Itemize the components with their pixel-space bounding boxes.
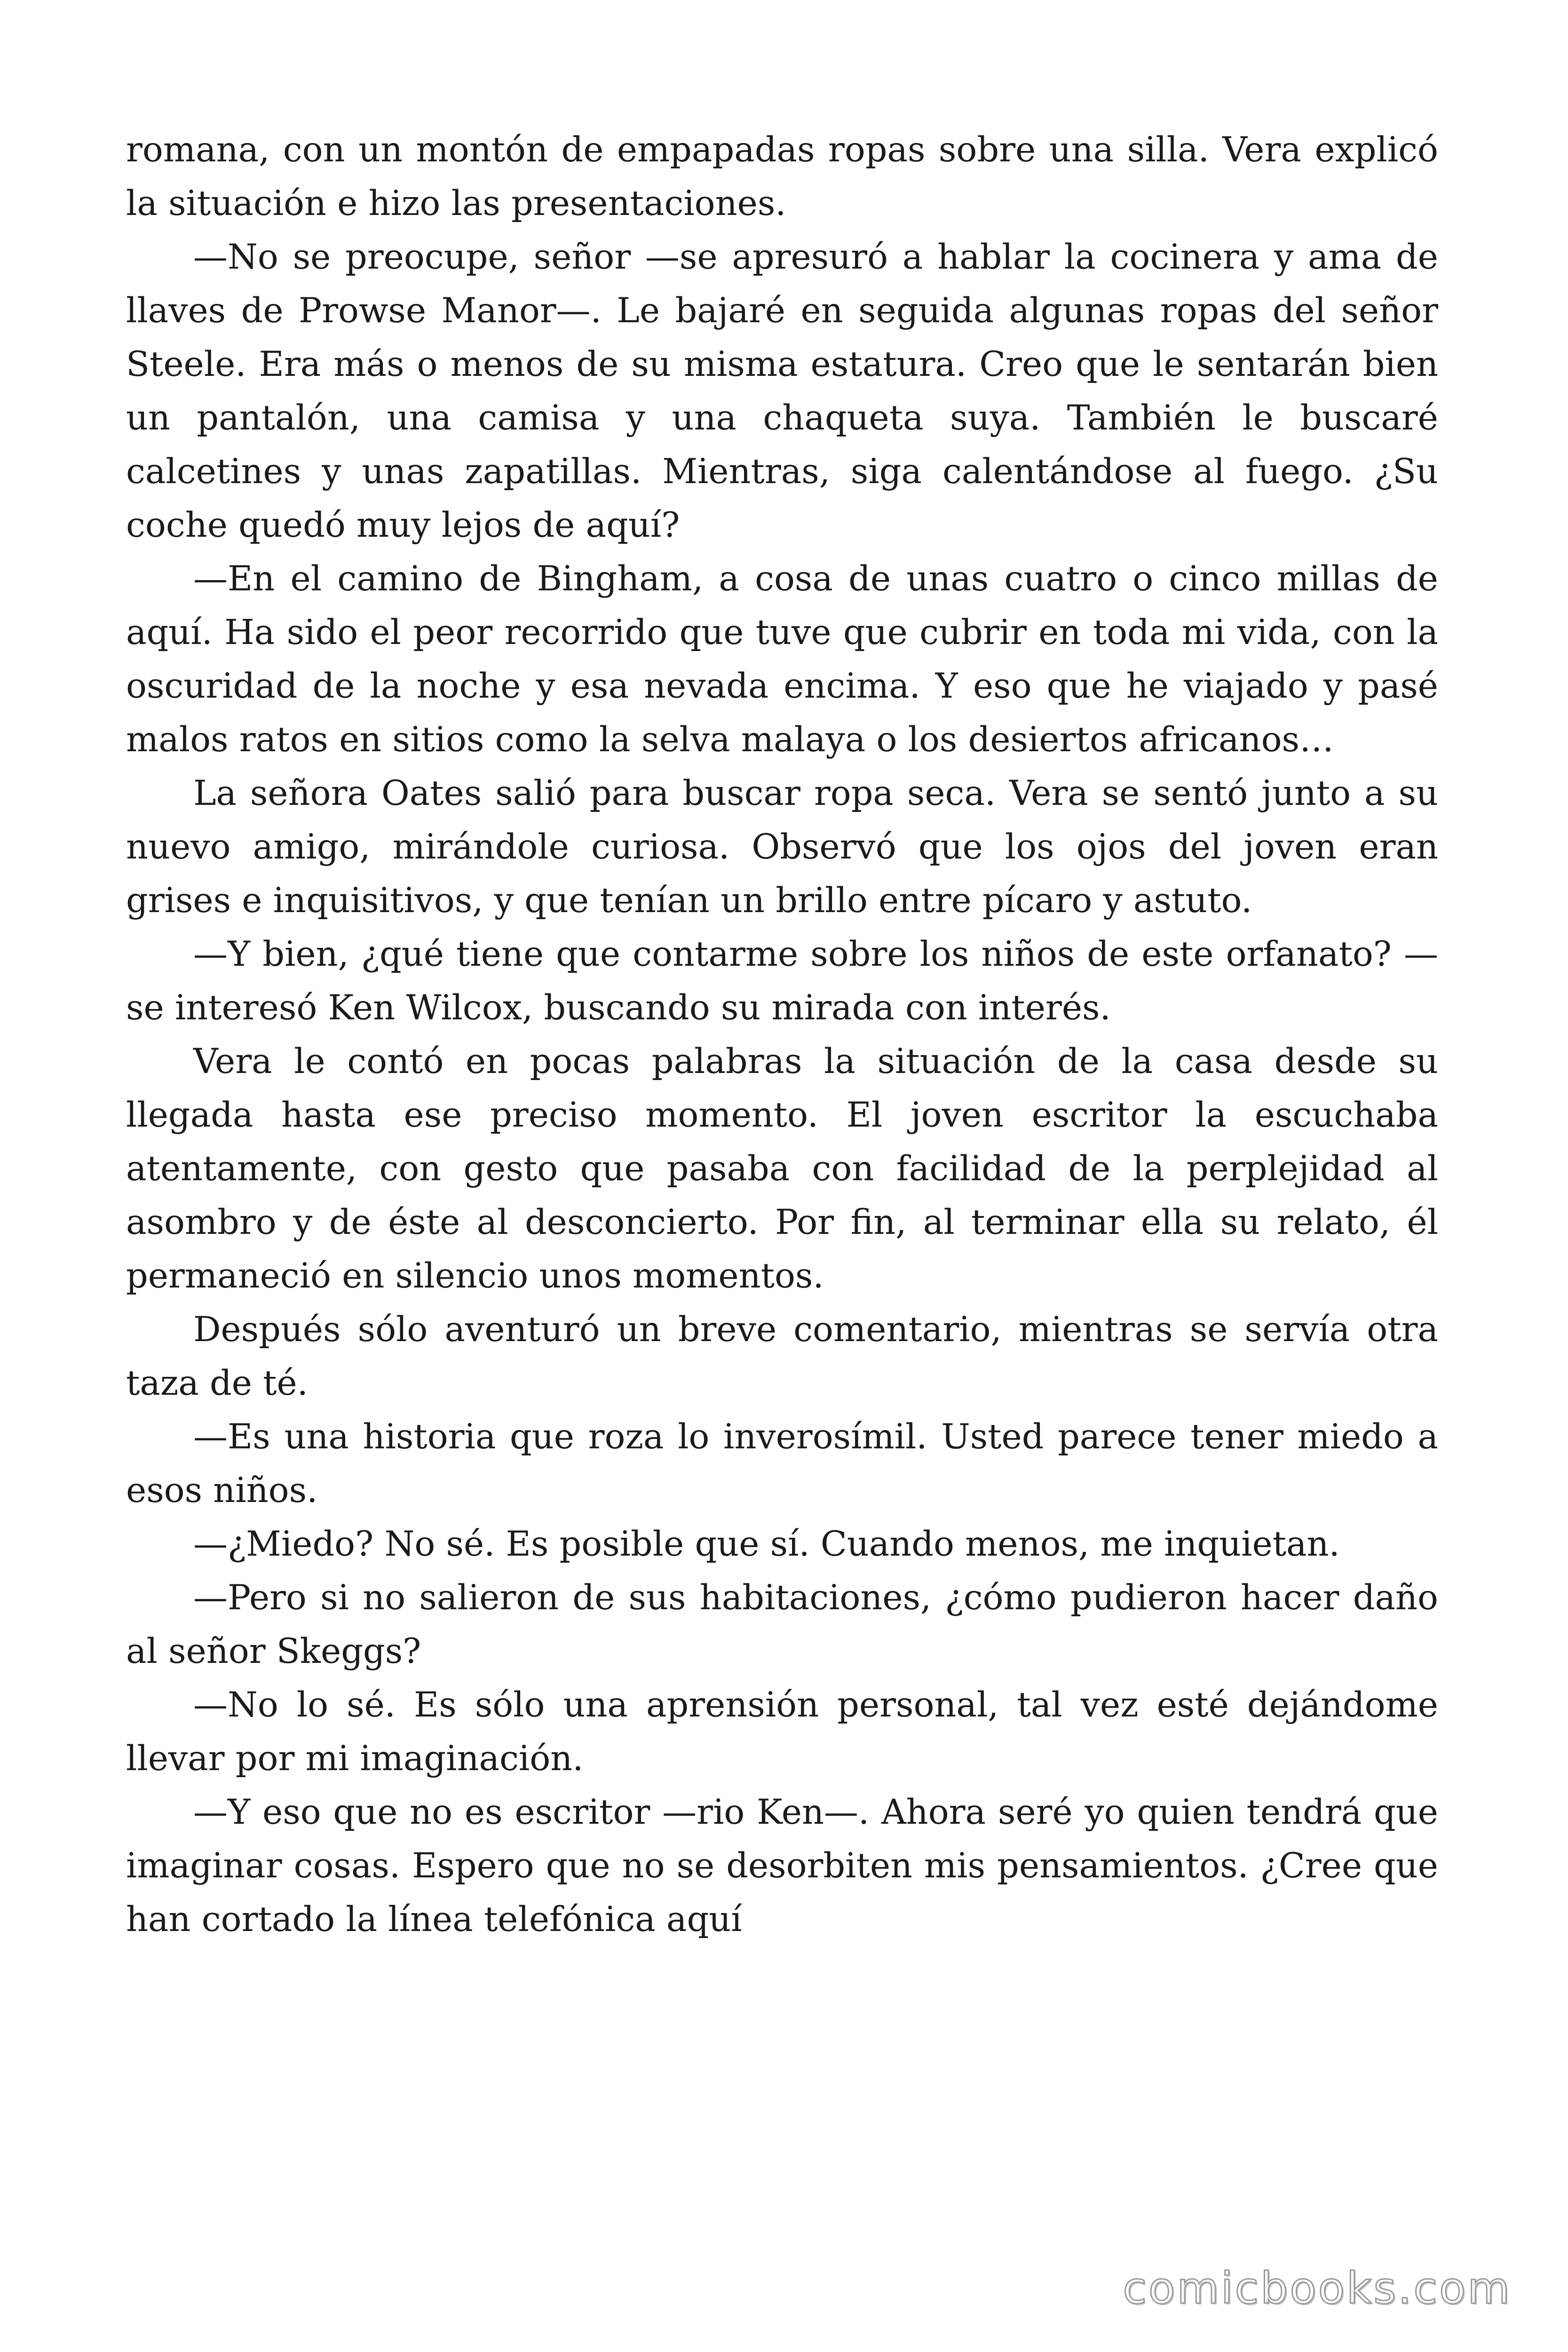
paragraph: —En el camino de Bingham, a cosa de unas cuatro o cinco millas de aquí. Ha sido el peor recorrido que tuve que cubrir en toda mi vida, con la oscuridad de la noche y esa nevada encima. Y eso que he viajado y pasé malos ratos en sitios como la selva malaya o los desiertos africanos… xyxy=(126,559,1438,760)
paragraph: La señora Oates salió para buscar ropa seca. Vera se sentó junto a su nuevo amigo, mirándole curiosa. Observó que los ojos del joven eran grises e inquisitivos, y que tenían un brillo entre pícaro y astuto. xyxy=(126,773,1438,921)
paragraph: —No lo sé. Es sólo una aprensión personal, tal vez esté dejándome llevar por mi imaginación. xyxy=(126,1685,1438,1779)
paragraph: —No se preocupe, señor —se apresuró a hablar la cocinera y ama de llaves de Prowse Manor—. Le bajaré en seguida algunas ropas del señor Steele. Era más o menos de su misma estatura. Creo que le sentarán bien un pantalón, una camisa y una chaqueta suya. También le buscaré calcetines y unas zapatillas. Mientras, siga calentándose al fuego. ¿Su coche quedó muy lejos de aquí? xyxy=(126,237,1438,545)
paragraph: —Y bien, ¿qué tiene que contarme sobre los niños de este orfanato? —se interesó Ken Wilcox, buscando su mirada con interés. xyxy=(126,934,1438,1028)
paragraph: —¿Miedo? No sé. Es posible que sí. Cuando menos, me inquietan. xyxy=(193,1524,1340,1564)
page-text xyxy=(126,123,1438,1947)
paragraph: —Pero si no salieron de sus habitaciones, ¿cómo pudieron hacer daño al señor Skeggs? xyxy=(126,1578,1438,1671)
paragraph: —Es una historia que roza lo inverosímil. Usted parece tener miedo a esos niños. xyxy=(126,1417,1438,1510)
watermark: comicbooks.com xyxy=(1123,2263,1512,2313)
paragraph: —Y eso que no es escritor —rio Ken—. Ahora seré yo quien tendrá que imaginar cosas. Espero que no se desorbiten mis pensamientos. ¿Cree que han cortado la línea telefónica aquí xyxy=(126,1792,1438,1939)
paragraph: Después sólo aventuró un breve comentario, mientras se servía otra taza de té. xyxy=(126,1310,1438,1403)
paragraph: romana, con un montón de empapadas ropas sobre una silla. Vera explicó la situación e hizo las presentaciones. xyxy=(126,130,1438,223)
paragraph: Vera le contó en pocas palabras la situación de la casa desde su llegada hasta ese preciso momento. El joven escritor la escuchaba atentamente, con gesto que pasaba con facilidad de la perplejidad al asombro y de éste al desconcierto. Por fin, al terminar ella su relato, él permaneció en silencio unos momentos. xyxy=(126,1041,1438,1296)
